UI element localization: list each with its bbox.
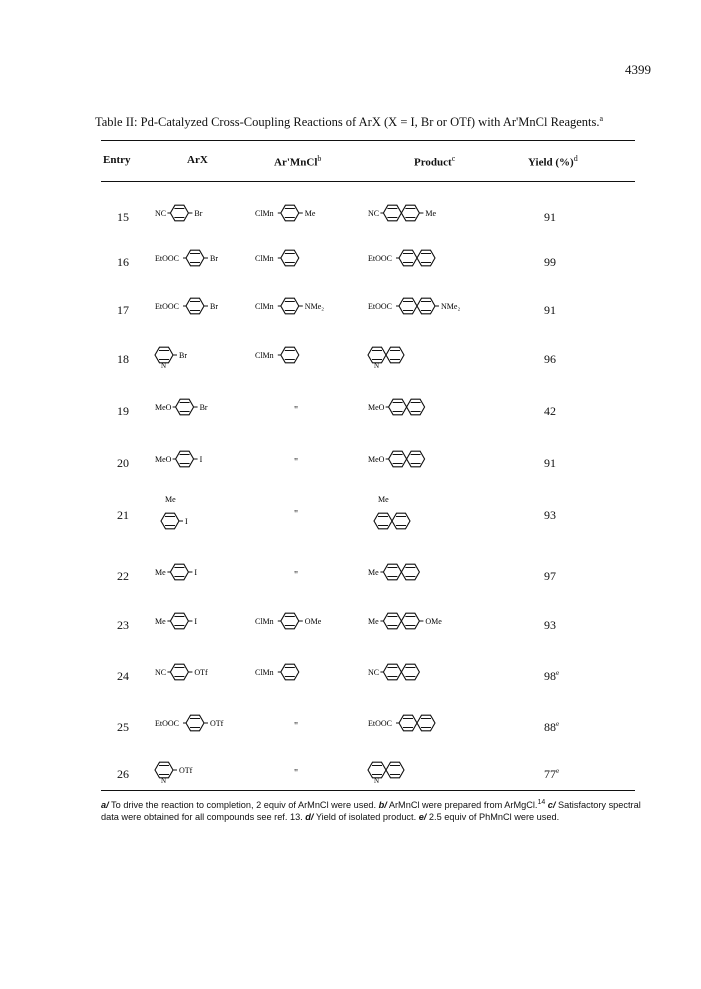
yield-number: 91 — [544, 210, 556, 224]
header-product-label: Product — [414, 156, 452, 169]
footnote-d-mark: d/ — [305, 812, 314, 823]
structure-drawing — [366, 337, 536, 377]
benzene-ring-icon — [386, 347, 404, 363]
benzene-ring-icon — [281, 250, 299, 266]
structure-drawing — [366, 240, 536, 280]
yield-number: 93 — [544, 508, 556, 522]
substituent-left-label: EtOOC — [368, 302, 392, 311]
substituent-right-label: OTf — [194, 668, 208, 677]
substituent-right-label: Me — [304, 209, 316, 218]
benzene-ring-icon — [186, 715, 204, 731]
substituent-left-label: MeO — [155, 403, 172, 412]
benzene-ring-icon — [170, 664, 188, 680]
benzene-ring-icon — [176, 451, 194, 467]
header-entry: Entry — [103, 154, 131, 166]
yield-value — [544, 618, 556, 633]
table-top-rule — [101, 140, 635, 141]
table-row — [0, 705, 701, 745]
ditto-mark: " — [294, 457, 299, 468]
benzene-ring-icon — [407, 399, 425, 415]
entry-number: 26 — [117, 767, 129, 781]
substituent-right-label: NMe₂ — [441, 302, 461, 311]
footnote-b-text: ArMnCl were prepared from ArMgCl. — [386, 800, 538, 811]
table-row — [0, 195, 701, 235]
header-reagent-label: Ar'MnCl — [274, 156, 318, 169]
table-row — [0, 441, 701, 481]
entry-number: 23 — [117, 618, 129, 632]
substituent-right-label: I — [185, 517, 188, 526]
yield-value — [544, 569, 556, 584]
yield-number: 88 — [544, 720, 556, 734]
substituent-left-label: Me — [368, 617, 379, 626]
benzene-ring-icon — [389, 399, 407, 415]
entry-number: 25 — [117, 720, 129, 734]
benzene-ring-icon — [383, 613, 401, 629]
footnote-a-text: To drive the reaction to completion, 2 equiv of ArMnCl were used. — [108, 800, 379, 811]
structure-drawing — [366, 288, 536, 328]
benzene-ring-icon — [368, 762, 386, 785]
yield-footnote-mark: e — [556, 720, 560, 728]
yield-value — [544, 210, 556, 225]
yield-value — [544, 303, 556, 318]
table-caption — [95, 114, 635, 130]
substituent-right-label: Br — [179, 351, 187, 360]
footnote-c-mark: c/ — [545, 800, 556, 811]
benzene-ring-icon — [155, 762, 173, 785]
structure-drawing — [366, 603, 536, 643]
benzene-ring-icon — [281, 613, 299, 629]
benzene-ring-icon — [170, 564, 188, 580]
substituent-right-label: OMe — [425, 617, 442, 626]
substituent-left-label: NC — [155, 209, 167, 218]
entry-number: 15 — [117, 210, 129, 224]
benzene-ring-icon — [401, 664, 419, 680]
yield-number: 97 — [544, 569, 556, 583]
yield-value — [544, 767, 559, 782]
benzene-ring-icon — [374, 513, 392, 529]
table-row — [0, 493, 701, 533]
entry-number: 16 — [117, 255, 129, 269]
benzene-ring-icon — [281, 347, 299, 363]
substituent-left-label: ClMn — [255, 617, 274, 626]
substituent-left-label: ClMn — [255, 668, 274, 677]
yield-number: 98 — [544, 669, 556, 683]
substituent-right-label: OTf — [179, 766, 193, 775]
substituent-left-label: MeO — [368, 455, 385, 464]
substituent-left-label: NC — [368, 668, 380, 677]
yield-value — [544, 720, 559, 735]
substituent-left-label: MeO — [155, 455, 172, 464]
benzene-ring-icon — [399, 715, 417, 731]
yield-value — [544, 404, 556, 419]
ditto-mark: " — [294, 509, 299, 520]
benzene-ring-icon — [176, 399, 194, 415]
substituent-left-label: Me — [368, 568, 379, 577]
substituent-left-label: ClMn — [255, 209, 274, 218]
header-reagent-sup: b — [317, 154, 322, 163]
substituent-left-label: EtOOC — [155, 254, 179, 263]
substituent-right-label: I — [194, 617, 198, 626]
substituent-right-label: I — [199, 455, 203, 464]
substituent-left-label: NC — [155, 668, 167, 677]
yield-number: 96 — [544, 352, 556, 366]
structure-drawing — [366, 389, 536, 429]
header-reagent — [274, 154, 321, 169]
benzene-ring-icon — [417, 250, 435, 266]
substituent-left-label: Me — [155, 568, 166, 577]
benzene-ring-icon — [170, 205, 188, 221]
benzene-ring-icon — [383, 664, 401, 680]
table-row — [0, 752, 701, 792]
yield-value — [544, 508, 556, 523]
benzene-ring-icon — [399, 250, 417, 266]
ring-nitrogen-label: N — [161, 777, 167, 785]
entry-number: 21 — [117, 508, 129, 522]
benzene-ring-icon — [392, 513, 410, 529]
table-footnotes — [101, 797, 641, 823]
substituent-left-label: ClMn — [255, 254, 274, 263]
substituent-left-label: ClMn — [255, 351, 274, 360]
header-product — [414, 154, 455, 169]
substituent-left-label: EtOOC — [368, 254, 392, 263]
substituent-left-label: EtOOC — [155, 302, 179, 311]
product-structure — [366, 654, 536, 694]
header-product-sup: c — [451, 154, 456, 163]
ring-nitrogen-label: N — [161, 362, 167, 370]
table-row — [0, 337, 701, 377]
table-row — [0, 389, 701, 429]
benzene-ring-icon — [383, 564, 401, 580]
footnote-c-text: Satisfactory spectral data were obtained for all compounds see ref. 13. — [101, 800, 641, 823]
benzene-ring-icon — [186, 298, 204, 314]
substituent-right-label: NMe₂ — [304, 302, 325, 311]
structure-drawing — [366, 705, 536, 745]
product-structure — [366, 752, 536, 792]
substituent-top-label: Me — [165, 495, 176, 504]
entry-number: 18 — [117, 352, 129, 366]
product-structure — [366, 603, 536, 643]
yield-value — [544, 255, 556, 270]
entry-number: 24 — [117, 669, 129, 683]
footnote-b-mark: b/ — [378, 800, 387, 811]
benzene-ring-icon — [417, 715, 435, 731]
substituent-left-label: NC — [368, 209, 380, 218]
product-structure — [366, 441, 536, 481]
product-structure — [366, 554, 536, 594]
table-row — [0, 554, 701, 594]
table-header-rule — [101, 181, 635, 182]
product-structure — [366, 705, 536, 745]
substituent-left-label: Me — [155, 617, 166, 626]
structure-drawing — [366, 554, 536, 594]
benzene-ring-icon — [401, 613, 419, 629]
header-arx: ArX — [187, 154, 208, 166]
substituent-left-label: ClMn — [255, 302, 274, 311]
yield-value — [544, 669, 559, 684]
product-structure — [366, 195, 536, 235]
header-yield — [528, 154, 578, 169]
product-structure — [366, 288, 536, 328]
structure-drawing — [366, 493, 536, 533]
product-structure — [366, 493, 536, 533]
footnote-e-mark: e/ — [418, 812, 427, 823]
substituent-left-label: EtOOC — [155, 719, 179, 728]
substituent-right-label: Br — [210, 254, 218, 263]
ditto-mark: " — [294, 721, 299, 732]
substituent-left-label: MeO — [368, 403, 385, 412]
caption-footnote-mark: a — [599, 114, 604, 123]
benzene-ring-icon — [170, 613, 188, 629]
entry-number: 17 — [117, 303, 129, 317]
table-row — [0, 654, 701, 694]
benzene-ring-icon — [368, 347, 386, 370]
product-structure — [366, 389, 536, 429]
benzene-ring-icon — [399, 298, 417, 314]
product-structure — [366, 337, 536, 377]
yield-number: 42 — [544, 404, 556, 418]
table-row — [0, 288, 701, 328]
benzene-ring-icon — [155, 347, 173, 370]
structure-drawing — [366, 752, 536, 792]
substituent-right-label: OTf — [210, 719, 224, 728]
benzene-ring-icon — [161, 513, 179, 529]
footnote-b-ref: 14 — [537, 799, 546, 806]
substituent-left-label: EtOOC — [368, 719, 392, 728]
yield-value — [544, 456, 556, 471]
table-row — [0, 240, 701, 280]
benzene-ring-icon — [281, 298, 299, 314]
benzene-ring-icon — [386, 762, 404, 778]
substituent-right-label: I — [194, 568, 198, 577]
ring-nitrogen-label: N — [374, 362, 380, 370]
benzene-ring-icon — [389, 451, 407, 467]
yield-number: 91 — [544, 456, 556, 470]
benzene-ring-icon — [401, 564, 419, 580]
footnote-e-text: 2.5 equiv of PhMnCl were used. — [426, 812, 560, 823]
yield-number: 77 — [544, 767, 556, 781]
header-yield-sup: d — [573, 154, 578, 163]
yield-footnote-mark: e — [556, 669, 560, 677]
substituent-right-label: Me — [425, 209, 437, 218]
substituent-top-label: Me — [378, 495, 389, 504]
benzene-ring-icon — [281, 664, 299, 680]
ditto-mark: " — [294, 768, 299, 779]
caption-text: Table II: Pd-Catalyzed Cross-Coupling Reactions of ArX (X = I, Br or OTf) with Ar'MnCl Reagents. — [95, 115, 600, 130]
substituent-right-label: Br — [199, 403, 208, 412]
table-row — [0, 603, 701, 643]
entry-number: 22 — [117, 569, 129, 583]
page-number: 4399 — [625, 62, 651, 77]
footnote-a-mark: a/ — [101, 800, 109, 811]
yield-number: 93 — [544, 618, 556, 632]
entry-number: 20 — [117, 456, 129, 470]
structure-drawing — [366, 441, 536, 481]
yield-value — [544, 352, 556, 367]
benzene-ring-icon — [383, 205, 401, 221]
table-bottom-rule — [101, 790, 635, 791]
substituent-right-label: Br — [210, 302, 218, 311]
ditto-mark: " — [294, 405, 299, 416]
product-structure — [366, 240, 536, 280]
yield-number: 99 — [544, 255, 556, 269]
entry-number: 19 — [117, 404, 129, 418]
ditto-mark: " — [294, 570, 299, 581]
header-yield-label: Yield (%) — [528, 156, 574, 169]
ring-nitrogen-label: N — [374, 777, 380, 785]
substituent-right-label: Br — [194, 209, 203, 218]
yield-footnote-mark: e — [556, 767, 560, 775]
benzene-ring-icon — [407, 451, 425, 467]
benzene-ring-icon — [281, 205, 299, 221]
substituent-right-label: OMe — [304, 617, 322, 626]
footnote-d-text: Yield of isolated product. — [313, 812, 419, 823]
structure-drawing — [366, 195, 536, 235]
benzene-ring-icon — [401, 205, 419, 221]
structure-drawing — [366, 654, 536, 694]
benzene-ring-icon — [417, 298, 435, 314]
yield-number: 91 — [544, 303, 556, 317]
benzene-ring-icon — [186, 250, 204, 266]
